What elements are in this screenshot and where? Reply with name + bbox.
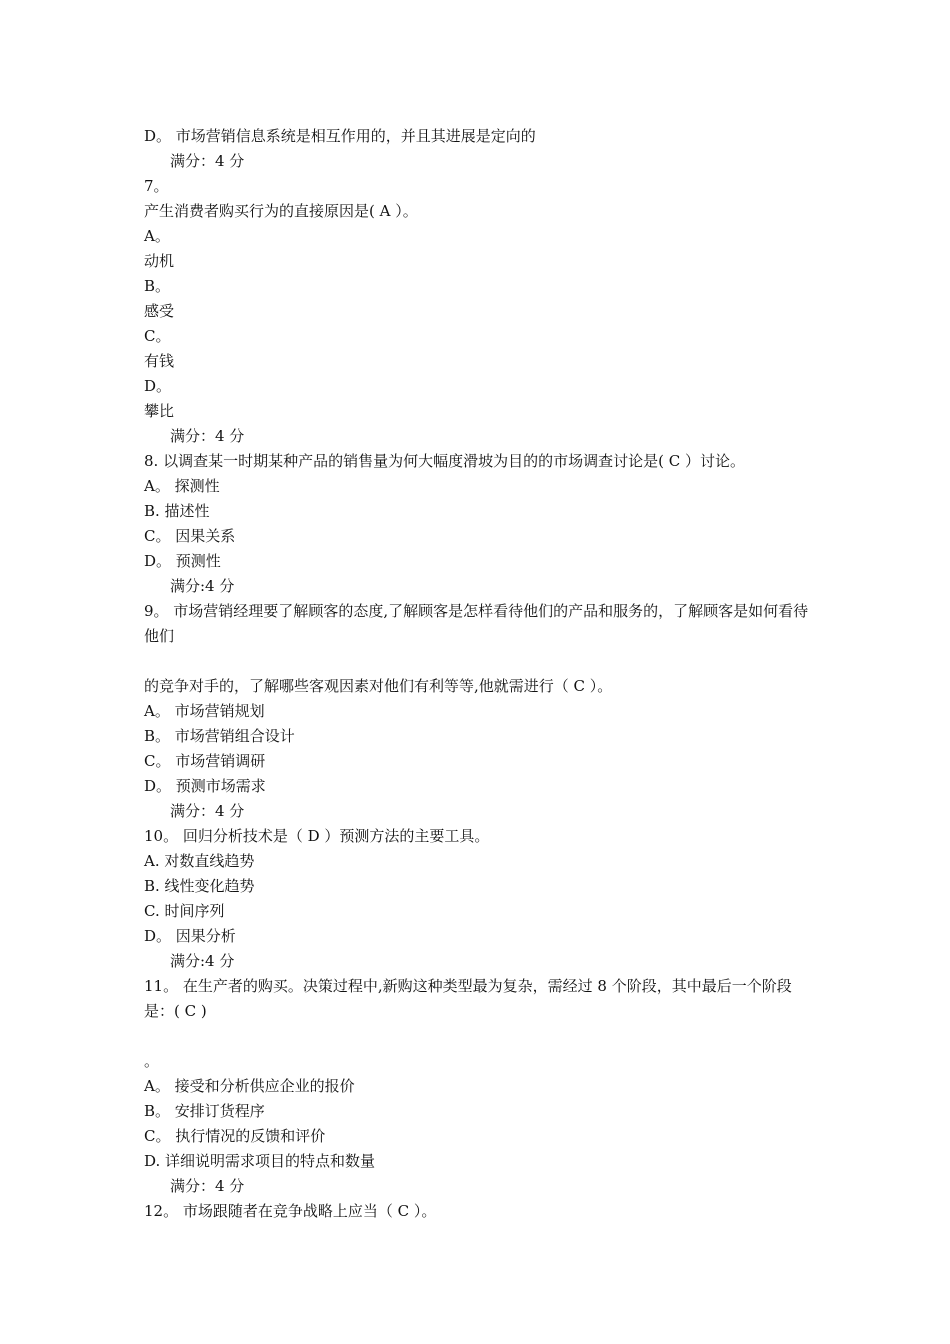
question-text: 产生消费者购买行为的直接原因是( A ）。 — [144, 202, 418, 220]
option-line: C。 因果关系 — [144, 527, 236, 545]
option-text: 攀比 — [144, 402, 175, 420]
option-line: C。 执行情况的反馈和评价 — [144, 1127, 326, 1145]
score-line: 满分：4 分 — [170, 802, 245, 820]
stray-punctuation: 。 — [144, 1052, 160, 1070]
score-line: 满分：4 分 — [170, 1177, 245, 1195]
question-text: 12。 市场跟随者在竞争战略上应当（ C ）。 — [144, 1202, 437, 1220]
option-line: C. 时间序列 — [144, 902, 225, 920]
question-text: 10。 回归分析技术是（ D ）预测方法的主要工具。 — [144, 827, 490, 845]
score-line: 满分：4 分 — [170, 152, 245, 170]
document-body — [144, 124, 814, 1224]
option-line: D. 详细说明需求项目的特点和数量 — [144, 1152, 376, 1170]
question-number: 7。 — [144, 177, 169, 195]
option-line: C。 市场营销调研 — [144, 752, 266, 770]
option-text: 感受 — [144, 302, 175, 320]
option-text: 动机 — [144, 252, 175, 270]
option-d-line: D。 市场营销信息系统是相互作用的，并且其进展是定向的 — [144, 127, 536, 145]
option-label: C。 — [144, 327, 171, 345]
option-line: A。 市场营销规划 — [144, 702, 265, 720]
question-text-continued: 的竞争对手的，了解哪些客观因素对他们有利等等,他就需进行（ C ）。 — [144, 677, 613, 695]
option-text: 有钱 — [144, 352, 175, 370]
score-line: 满分:4 分 — [170, 952, 235, 970]
blank-line — [144, 649, 814, 674]
option-line: B。 市场营销组合设计 — [144, 727, 295, 745]
option-line: D。 因果分析 — [144, 927, 236, 945]
option-line: A。 探测性 — [144, 477, 220, 495]
option-label: D。 — [144, 377, 172, 395]
option-line: A. 对数直线趋势 — [144, 852, 255, 870]
question-text: 9。 市场营销经理要了解顾客的态度,了解顾客是怎样看待他们的产品和服务的，了解顾客是如何看待他们 — [144, 602, 809, 645]
option-line: A。 接受和分析供应企业的报价 — [144, 1077, 355, 1095]
score-line: 满分:4 分 — [170, 577, 235, 595]
option-line: B。 安排订货程序 — [144, 1102, 265, 1120]
option-line: D。 预测市场需求 — [144, 777, 266, 795]
question-text: 11。 在生产者的购买。决策过程中,新购这种类型最为复杂，需经过 8 个阶段，其中最后一个阶段是：( C ) — [144, 977, 792, 1020]
option-line: B. 描述性 — [144, 502, 210, 520]
option-line: D。 预测性 — [144, 552, 221, 570]
option-label: A。 — [144, 227, 170, 245]
score-line: 满分：4 分 — [170, 427, 245, 445]
question-text: 8. 以调查某一时期某种产品的销售量为何大幅度滑坡为目的的市场调查讨论是( C ）讨论。 — [144, 452, 745, 470]
blank-line — [144, 1024, 814, 1049]
option-label: B。 — [144, 277, 171, 295]
option-line: B. 线性变化趋势 — [144, 877, 255, 895]
